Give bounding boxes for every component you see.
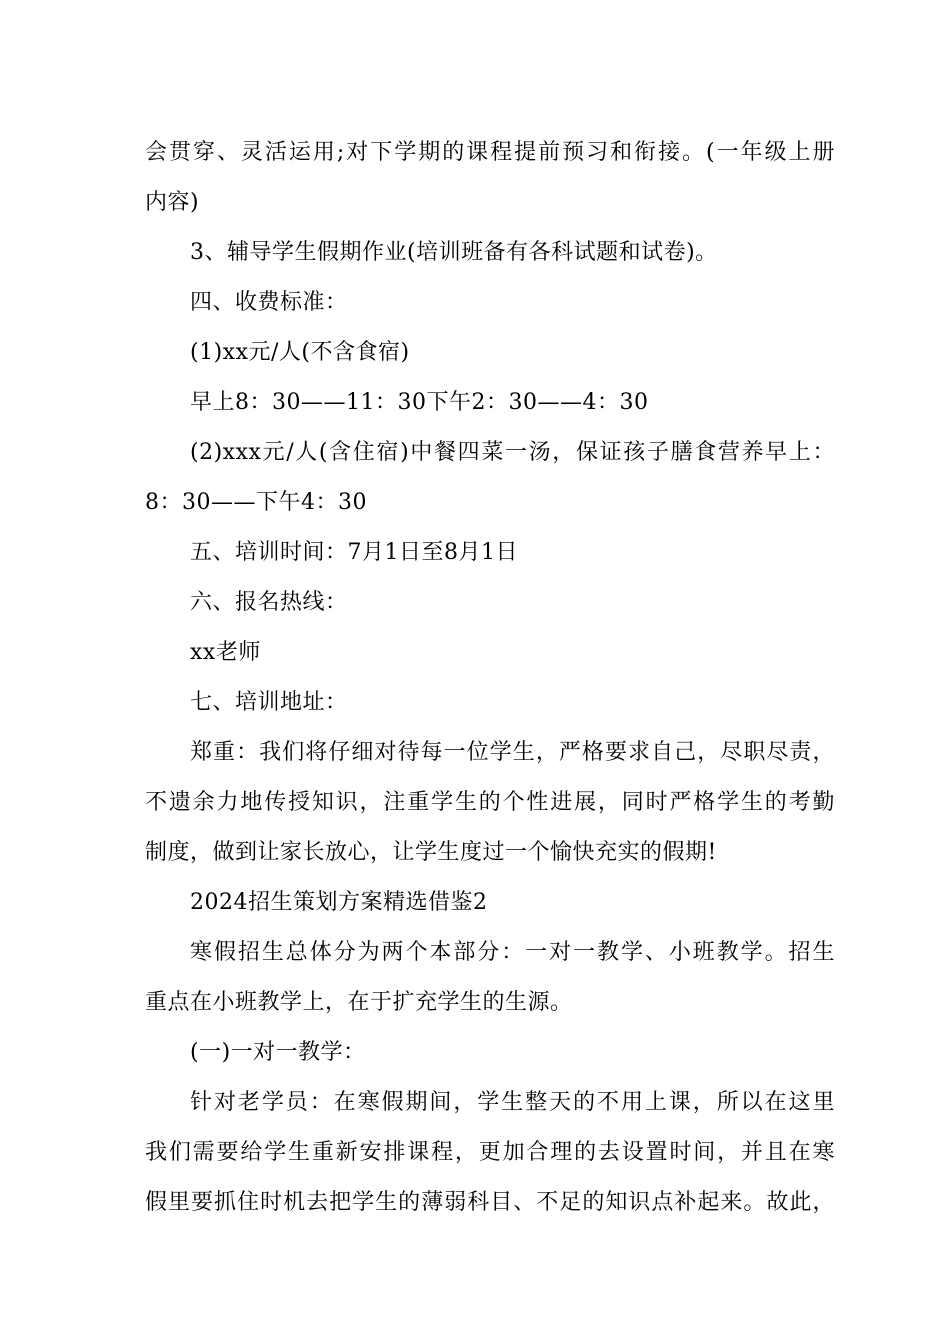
section-heading: 七、培训地址： xyxy=(190,690,348,715)
paragraph-line: (2)xxx元/人(含住宿)中餐四菜一汤，保证孩子膳食营养早上： xyxy=(190,440,835,465)
paragraph-line: 内容) xyxy=(145,190,200,215)
paragraph-line: 早上8：30——11：30下午2：30——4：30 xyxy=(190,390,649,415)
paragraph-line: 针对老学员：在寒假期间，学生整天的不用上课，所以在这里 xyxy=(190,1090,835,1115)
paragraph-line: 制度，做到让家长放心，让学生度过一个愉快充实的假期! xyxy=(145,840,717,865)
section-title: 2024招生策划方案精选借鉴2 xyxy=(190,890,488,915)
paragraph-line: 会贯穿、灵活运用;对下学期的课程提前预习和衔接。(一年级上册 xyxy=(145,140,835,165)
paragraph-line: 我们需要给学生重新安排课程，更加合理的去设置时间，并且在寒 xyxy=(145,1140,835,1165)
section-heading: 五、培训时间：7月1日至8月1日 xyxy=(190,540,518,565)
section-heading: (一)一对一教学： xyxy=(190,1040,366,1065)
paragraph-line: 寒假招生总体分为两个本部分：一对一教学、小班教学。招生 xyxy=(190,940,835,965)
section-heading: 四、收费标准： xyxy=(190,290,348,315)
paragraph-line: (1)xx元/人(不含食宿) xyxy=(190,340,410,365)
paragraph-line: 8：30——下午4：30 xyxy=(145,490,367,515)
document-body xyxy=(145,128,835,1228)
paragraph-line: 3、辅导学生假期作业(培训班备有各科试题和试卷)。 xyxy=(190,240,718,265)
section-heading: 六、报名热线： xyxy=(190,590,348,615)
paragraph-line: 重点在小班教学上，在于扩充学生的生源。 xyxy=(145,990,573,1015)
paragraph-line: xx老师 xyxy=(190,640,261,665)
paragraph-line: 不遗余力地传授知识，注重学生的个性进展，同时严格学生的考勤 xyxy=(145,790,835,815)
paragraph-line: 郑重：我们将仔细对待每一位学生，严格要求自己，尽职尽责， xyxy=(190,740,835,765)
paragraph-line: 假里要抓住时机去把学生的薄弱科目、不足的知识点补起来。故此， xyxy=(145,1190,835,1215)
